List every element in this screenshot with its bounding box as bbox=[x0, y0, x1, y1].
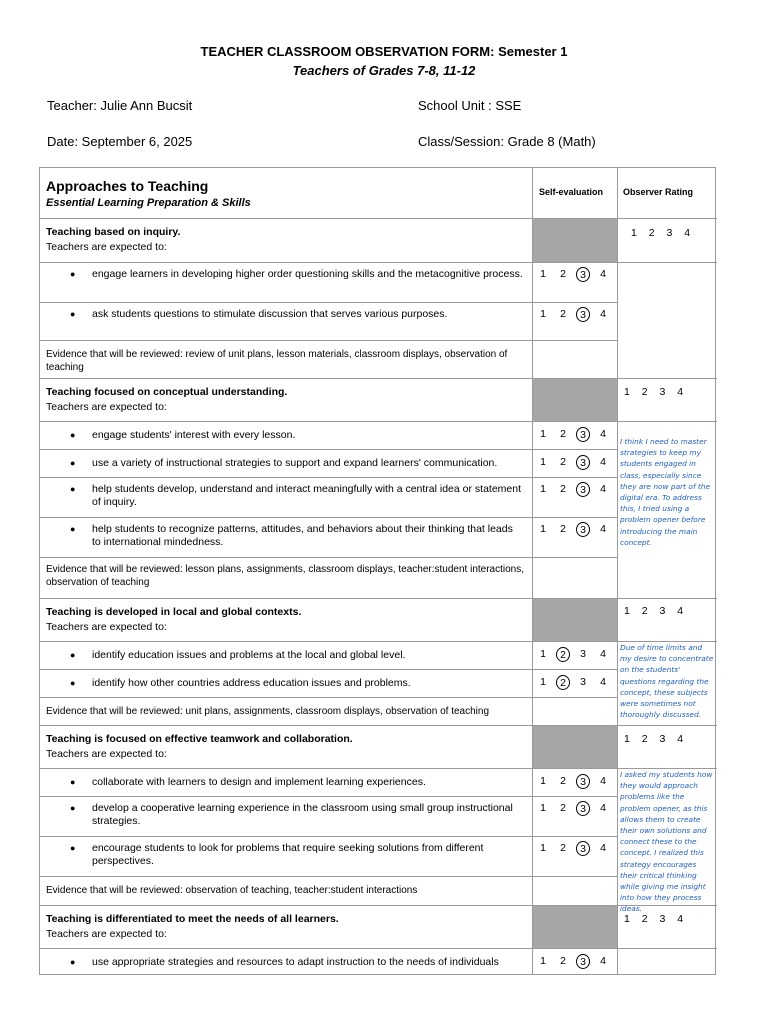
selected-rating-circle: 2 bbox=[556, 647, 570, 662]
criterion-text: help students develop, understand and interact meaningfully with a central idea or statement of inquiry. bbox=[92, 483, 522, 508]
rating-option: 4 bbox=[600, 523, 606, 535]
rating-option: 2 bbox=[560, 428, 566, 440]
row-divider bbox=[40, 697, 617, 698]
bullet-icon: ● bbox=[70, 458, 76, 468]
section-expected-label: Teachers are expected to: bbox=[46, 401, 167, 413]
rating-option: 1 bbox=[540, 428, 546, 440]
self-evaluation-rating bbox=[536, 267, 616, 282]
self-evaluation-rating bbox=[536, 307, 616, 322]
rating-option: 4 bbox=[600, 676, 606, 688]
bullet-icon: ● bbox=[70, 650, 76, 660]
section-title: Teaching is differentiated to meet the needs of all learners. bbox=[46, 913, 339, 925]
rating-option: 3 bbox=[580, 676, 586, 688]
observer-rating-header: Observer Rating bbox=[623, 187, 694, 197]
self-evaluation-rating bbox=[536, 455, 616, 470]
bullet-icon: ● bbox=[70, 957, 76, 967]
row-divider bbox=[40, 669, 617, 670]
bullet-icon: ● bbox=[70, 843, 76, 853]
rating-option: 1 bbox=[540, 483, 546, 495]
selected-rating-circle: 2 bbox=[556, 675, 570, 690]
bullet-icon: ● bbox=[70, 678, 76, 688]
rating-option: 1 bbox=[540, 802, 546, 814]
self-evaluation-shaded-cell bbox=[533, 906, 617, 948]
rating-option: 2 bbox=[560, 955, 566, 967]
table-heading: Approaches to Teaching bbox=[46, 178, 209, 194]
observer-rating-scale: 1 2 3 4 bbox=[624, 733, 684, 745]
self-evaluation-rating bbox=[536, 954, 616, 969]
section-expected-label: Teachers are expected to: bbox=[46, 241, 167, 253]
rating-option: 2 bbox=[560, 483, 566, 495]
section-title: Teaching is focused on effective teamwork and collaboration. bbox=[46, 733, 353, 745]
criterion-text: develop a cooperative learning experience in the classroom using small group instructional strategies. bbox=[92, 802, 513, 827]
row-divider bbox=[40, 876, 617, 877]
rating-option: 2 bbox=[560, 523, 566, 535]
section-expected-label: Teachers are expected to: bbox=[46, 748, 167, 760]
rating-option: 4 bbox=[600, 955, 606, 967]
school-unit: School Unit : SSE bbox=[418, 98, 522, 113]
table-subheading: Essential Learning Preparation & Skills bbox=[46, 197, 251, 209]
row-divider bbox=[40, 421, 617, 422]
form-subtitle: Teachers of Grades 7-8, 11-12 bbox=[292, 63, 476, 78]
row-divider bbox=[40, 262, 617, 263]
bullet-icon: ● bbox=[70, 269, 76, 279]
criterion-text: ask students questions to stimulate discussion that serves various purposes. bbox=[92, 308, 448, 320]
row-divider bbox=[40, 836, 617, 837]
observer-cell-divider bbox=[617, 768, 717, 769]
rating-option: 2 bbox=[560, 308, 566, 320]
evidence-text: Evidence that will be reviewed: unit plans, assignments, classroom displays, observation of teaching bbox=[46, 706, 490, 717]
rating-option: 4 bbox=[600, 308, 606, 320]
selected-rating-circle: 3 bbox=[576, 455, 590, 470]
column-divider bbox=[532, 168, 533, 974]
rating-option: 3 bbox=[580, 648, 586, 660]
self-evaluation-rating bbox=[536, 647, 616, 662]
criterion-text: use appropriate strategies and resources to adapt instruction to the needs of individuals bbox=[92, 956, 499, 968]
selected-rating-circle: 3 bbox=[576, 801, 590, 816]
rating-option: 4 bbox=[600, 428, 606, 440]
criterion-text: use a variety of instructional strategies to support and expand learners' communication. bbox=[92, 457, 498, 469]
criterion-text: identify how other countries address education issues and problems. bbox=[92, 677, 411, 689]
criterion-text: collaborate with learners to design and implement learning experiences. bbox=[92, 776, 426, 788]
rating-option: 4 bbox=[600, 268, 606, 280]
observer-cell-divider bbox=[617, 948, 717, 949]
rating-option: 1 bbox=[540, 648, 546, 660]
rating-option: 1 bbox=[540, 842, 546, 854]
rating-option: 4 bbox=[600, 802, 606, 814]
observer-rating-scale: 1 2 3 4 bbox=[631, 227, 691, 239]
teacher-name: Teacher: Julie Ann Bucsit bbox=[47, 98, 193, 113]
bullet-icon: ● bbox=[70, 777, 76, 787]
rating-option: 2 bbox=[560, 775, 566, 787]
selected-rating-circle: 3 bbox=[576, 841, 590, 856]
criterion-text: encourage students to look for problems that require seeking solutions from different perspectives. bbox=[92, 842, 484, 867]
evidence-text: Evidence that will be reviewed: lesson plans, assignments, classroom displays, teacher:student interactions, observation of teaching bbox=[46, 564, 525, 588]
section-divider bbox=[40, 725, 717, 726]
rating-option: 1 bbox=[540, 775, 546, 787]
rating-option: 4 bbox=[600, 456, 606, 468]
bullet-icon: ● bbox=[70, 484, 76, 494]
selected-rating-circle: 3 bbox=[576, 482, 590, 497]
self-evaluation-shaded-cell bbox=[533, 599, 617, 641]
observer-rating-scale: 1 2 3 4 bbox=[624, 605, 684, 617]
observer-rating-scale: 1 2 3 4 bbox=[624, 386, 684, 398]
section-expected-label: Teachers are expected to: bbox=[46, 621, 167, 633]
section-title: Teaching is developed in local and global contexts. bbox=[46, 606, 302, 618]
selected-rating-circle: 3 bbox=[576, 522, 590, 537]
rating-option: 1 bbox=[540, 308, 546, 320]
self-evaluation-shaded-cell bbox=[533, 219, 617, 262]
bullet-icon: ● bbox=[70, 430, 76, 440]
observer-note: I think I need to master strategies to keep my students engaged in class, especially since they are now part of the digital era. To address this, I tried using a problem opener before introducing the main concept. bbox=[620, 437, 711, 547]
row-divider bbox=[40, 477, 617, 478]
selected-rating-circle: 3 bbox=[576, 774, 590, 789]
self-evaluation-rating bbox=[536, 522, 616, 537]
observation-table bbox=[39, 167, 716, 975]
row-divider bbox=[40, 796, 617, 797]
bullet-icon: ● bbox=[70, 803, 76, 813]
criterion-text: identify education issues and problems at the local and global level. bbox=[92, 649, 406, 661]
selected-rating-circle: 3 bbox=[576, 307, 590, 322]
self-evaluation-rating bbox=[536, 427, 616, 442]
criterion-text: engage learners in developing higher order questioning skills and the metacognitive process. bbox=[92, 268, 523, 280]
row-divider bbox=[40, 641, 617, 642]
observer-cell-divider bbox=[617, 421, 717, 422]
section-divider bbox=[40, 598, 717, 599]
self-evaluation-header: Self-evaluation bbox=[539, 187, 604, 197]
self-evaluation-rating bbox=[536, 774, 616, 789]
self-evaluation-rating bbox=[536, 675, 616, 690]
row-divider bbox=[40, 302, 617, 303]
observer-note: Due of time limits and my desire to concentrate on the students' questions regarding the concept, these subjects were sometimes not thoroughly discussed. bbox=[620, 643, 714, 720]
rating-option: 1 bbox=[540, 676, 546, 688]
bullet-icon: ● bbox=[70, 309, 76, 319]
rating-option: 4 bbox=[600, 483, 606, 495]
evidence-text: Evidence that will be reviewed: review of unit plans, lesson materials, classroom displays, observation of teaching bbox=[46, 349, 508, 373]
self-evaluation-shaded-cell bbox=[533, 379, 617, 421]
criterion-text: engage students' interest with every lesson. bbox=[92, 429, 296, 441]
self-evaluation-rating bbox=[536, 841, 616, 856]
row-divider bbox=[40, 449, 617, 450]
section-expected-label: Teachers are expected to: bbox=[46, 928, 167, 940]
rating-option: 1 bbox=[540, 456, 546, 468]
row-divider bbox=[40, 948, 617, 949]
rating-option: 4 bbox=[600, 842, 606, 854]
self-evaluation-rating bbox=[536, 482, 616, 497]
selected-rating-circle: 3 bbox=[576, 427, 590, 442]
observer-rating-scale: 1 2 3 4 bbox=[624, 913, 684, 925]
section-divider bbox=[40, 378, 717, 379]
observer-note: I asked my students how they would approach problems like the problem opener, as this allows them to create their own solutions and connect these to the concept. I realized this strategy encourages their critical thinking while giving me insight into how they process ideas. bbox=[620, 770, 713, 914]
observation-date: Date: September 6, 2025 bbox=[47, 134, 193, 149]
rating-option: 2 bbox=[560, 456, 566, 468]
class-session: Class/Session: Grade 8 (Math) bbox=[418, 134, 596, 149]
self-evaluation-rating bbox=[536, 801, 616, 816]
row-divider bbox=[40, 768, 617, 769]
column-divider bbox=[617, 168, 618, 974]
form-title: TEACHER CLASSROOM OBSERVATION FORM: Semester 1 bbox=[200, 44, 568, 59]
rating-option: 2 bbox=[560, 802, 566, 814]
section-title: Teaching based on inquiry. bbox=[46, 226, 181, 238]
evidence-text: Evidence that will be reviewed: observation of teaching, teacher:student interactions bbox=[46, 885, 418, 896]
row-divider bbox=[40, 557, 617, 558]
criterion-text: help students to recognize patterns, attitudes, and behaviors about their thinking that leads to international mindedness. bbox=[92, 523, 513, 548]
rating-option: 2 bbox=[560, 842, 566, 854]
rating-option: 4 bbox=[600, 648, 606, 660]
selected-rating-circle: 3 bbox=[576, 267, 590, 282]
section-title: Teaching focused on conceptual understanding. bbox=[46, 386, 288, 398]
rating-option: 1 bbox=[540, 268, 546, 280]
rating-option: 1 bbox=[540, 955, 546, 967]
row-divider bbox=[40, 340, 617, 341]
self-evaluation-shaded-cell bbox=[533, 726, 617, 768]
section-divider bbox=[40, 218, 717, 219]
observer-cell-divider bbox=[617, 641, 717, 642]
row-divider bbox=[40, 517, 617, 518]
selected-rating-circle: 3 bbox=[576, 954, 590, 969]
rating-option: 2 bbox=[560, 268, 566, 280]
bullet-icon: ● bbox=[70, 524, 76, 534]
rating-option: 1 bbox=[540, 523, 546, 535]
section-divider bbox=[40, 905, 717, 906]
rating-option: 4 bbox=[600, 775, 606, 787]
